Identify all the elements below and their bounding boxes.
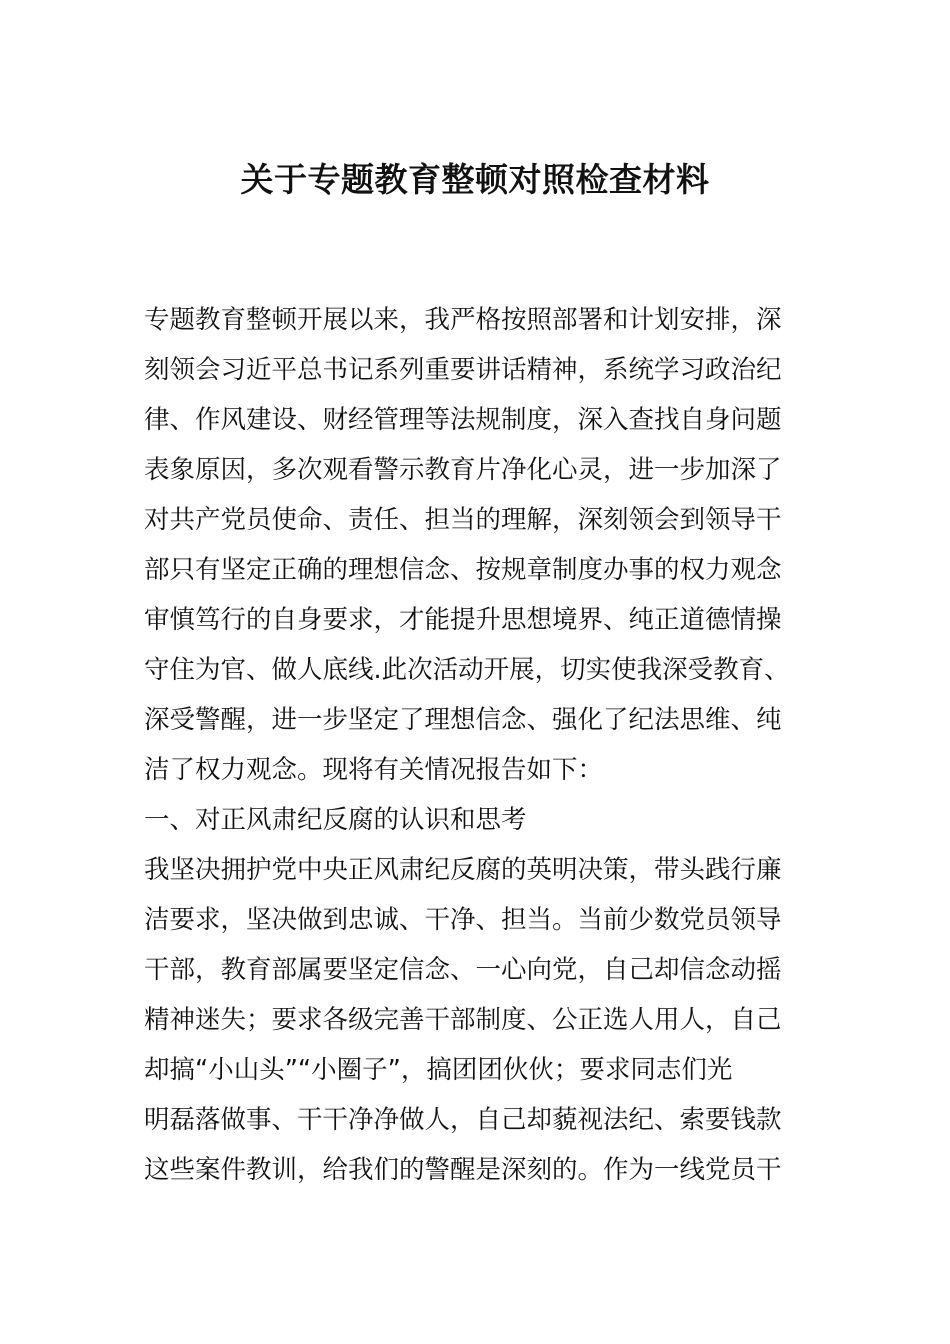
paragraph-line: 专题教育整顿开展以来，我严格按照部署和计划安排，深 (144, 305, 782, 335)
paragraph-line: 对共产党员使命、责任、担当的理解，深刻领会到领导干 (144, 505, 782, 535)
paragraph-line: 明磊落做事、干干净净做人，自己却藐视法纪、索要钱款 (144, 1105, 782, 1135)
paragraph-line: 刻领会习近平总书记系列重要讲话精神，系统学习政治纪 (144, 355, 782, 385)
paragraph-line: 表象原因，多次观看警示教育片净化心灵，进一步加深了 (144, 455, 782, 485)
paragraph-line: 却搞“小山头”“小圈子”，搞团团伙伙；要求同志们光 (144, 1055, 733, 1085)
document-title: 关于专题教育整顿对照检查材料 (240, 160, 710, 199)
paragraph-line: 守住为官、做人底线.此次活动开展，切实使我深受教育、 (144, 655, 790, 685)
paragraph-line: 部只有坚定正确的理想信念、按规章制度办事的权力观念 (144, 555, 782, 585)
paragraph-line: 这些案件教训，给我们的警醒是深刻的。作为一线党员干 (144, 1155, 782, 1185)
paragraph-line: 我坚决拥护党中央正风肃纪反腐的英明决策，带头践行廉 (144, 855, 782, 885)
paragraph-line: 干部，教育部属要坚定信念、一心向党，自己却信念动摇 (144, 955, 782, 985)
paragraph-line: 律、作风建设、财经管理等法规制度，深入查找自身问题 (144, 405, 782, 435)
document-body (144, 295, 824, 1195)
paragraph-line: 审慎笃行的自身要求，才能提升思想境界、纯正道德情操 (144, 605, 782, 635)
paragraph-line: 洁要求，坚决做到忠诚、干净、担当。当前少数党员领导 (144, 905, 782, 935)
paragraph-line: 深受警醒，进一步坚定了理想信念、强化了纪法思维、纯 (144, 705, 782, 735)
section-heading: 一、对正风肃纪反腐的认识和思考 (144, 805, 527, 835)
paragraph-line: 洁了权力观念。现将有关情况报告如下： (144, 755, 604, 785)
paragraph-line: 精神迷失；要求各级完善干部制度、公正选人用人，自己 (144, 1005, 782, 1035)
